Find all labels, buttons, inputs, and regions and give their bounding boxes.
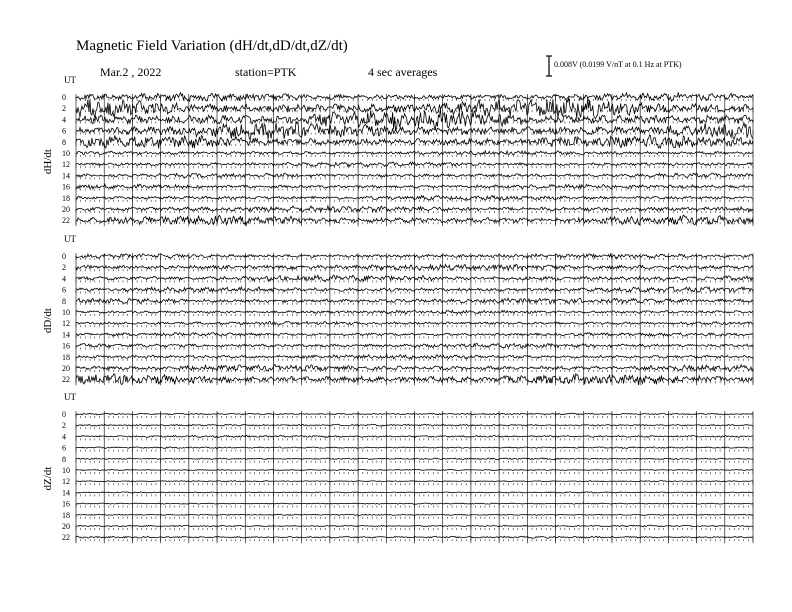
time-axis-label: UT	[64, 75, 76, 85]
row-label: 16	[62, 182, 70, 192]
station-label: station=PTK	[235, 65, 297, 79]
row-label: 22	[62, 216, 70, 226]
row-label: 20	[62, 364, 70, 373]
row-label: 22	[62, 533, 70, 543]
minor-ticks	[76, 209, 753, 213]
row-label: 8	[62, 296, 66, 306]
row-label: 12	[62, 160, 70, 170]
row-label: 4	[62, 115, 66, 125]
row-label: 6	[62, 443, 66, 453]
time-axis-label: UT	[64, 392, 76, 402]
row-label: 20	[62, 205, 70, 214]
row-label: 0	[62, 93, 66, 102]
row-label: 4	[62, 274, 66, 284]
row-label: 8	[62, 454, 66, 464]
row-label: 18	[62, 352, 70, 362]
row-label: 16	[62, 499, 70, 509]
row-label: 18	[62, 510, 70, 520]
chart-title: Magnetic Field Variation (dH/dt,dD/dt,dZ/dt)	[76, 38, 348, 54]
row-label: 14	[62, 330, 70, 340]
time-axis-label: UT	[64, 234, 76, 244]
row-label: 2	[62, 421, 66, 431]
row-label: 12	[62, 319, 70, 329]
row-label: 10	[62, 149, 70, 158]
minor-ticks	[76, 278, 753, 282]
date-label: Mar.2 , 2022	[100, 65, 162, 79]
row-label: 22	[62, 375, 70, 385]
row-label: 16	[62, 341, 70, 351]
minor-ticks	[76, 267, 753, 271]
panel-ylabel-0: dH/dt	[42, 149, 54, 175]
row-label: 6	[62, 285, 66, 295]
scale-bar	[546, 56, 552, 76]
minor-ticks	[76, 164, 753, 168]
panel-ylabel-2: dZ/dt	[42, 466, 54, 491]
row-label: 12	[62, 477, 70, 487]
row-label: 10	[62, 466, 70, 475]
scale-label: 0.008V (0.0199 V/nT at 0.1 Hz at PTK)	[554, 60, 682, 69]
row-label: 0	[62, 410, 66, 419]
row-label: 14	[62, 488, 70, 498]
row-label: 6	[62, 126, 66, 136]
row-label: 2	[62, 104, 66, 114]
minor-ticks	[76, 425, 753, 429]
row-label: 4	[62, 432, 66, 442]
row-label: 10	[62, 308, 70, 317]
averaging-label: 4 sec averages	[368, 65, 438, 79]
row-label: 8	[62, 137, 66, 147]
row-label: 18	[62, 193, 70, 203]
minor-ticks	[76, 537, 753, 541]
minor-ticks	[76, 470, 753, 474]
row-label: 20	[62, 522, 70, 531]
row-label: 0	[62, 252, 66, 261]
row-label: 2	[62, 263, 66, 273]
panel-ylabel-1: dD/dt	[42, 308, 54, 334]
row-label: 14	[62, 171, 70, 181]
